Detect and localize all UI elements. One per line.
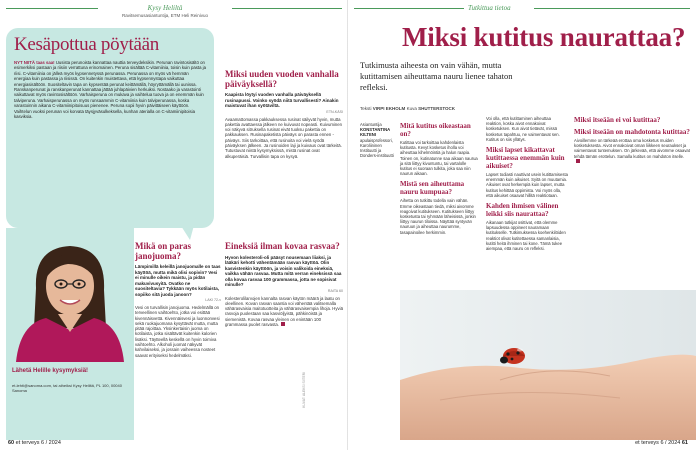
bubble-body xyxy=(14,60,206,119)
q2-title: Mikä on paras janojuoma? xyxy=(135,241,192,261)
column-b xyxy=(486,116,568,251)
q3-answer: Kolesterolilarvojen kannalta rasvan käytön määrä ja laatu on oleellinen. Kovan rasvan saantia voi vähentää valitsemalla vähärasvaisia maitotuotteita ja vähärasvaisempia lihoja. Hyviä rasvoja puolestaan saa kasviöljyistä, pähkinöistä ja siemenistä. Kovaa rasvaa yleinen on enintään 100 grammassa puolet rasvasta. xyxy=(225,295,343,327)
text-6: Aivoillemme on tärkeää erottaa oma kosketus muiden kosketuksesta. Aivot ennakoivat oman liikkeen seuraukset ja vaimentavat tuntemuksen. On järkevää, että aivomme osaavat tehdä tämän erottelun. Samalla kutitus on mahdoton itselle. xyxy=(574,138,690,164)
subhead-2: Mistä sen aiheuttama nauru kumpuaa? xyxy=(400,180,465,197)
speech-bubble xyxy=(6,28,214,228)
right-page xyxy=(348,0,696,450)
expert-box xyxy=(360,122,396,158)
bubble-text: Uusista perunoista kannattaa nauttia terveydeksikin. Perunan ravintosisältö on esimerkiksi pastaan ja riisiin verrattuna erinomainen. Peruna sisältää C-vitamiinia, toisin kuin pasta ja riisi. C-vitamiinia on jälleä myös kypsennetyssä perunassa. Perunassa on myös vä hemmän energiaa kuin pastassa ja riisissä. On kuitenkin muistettava, että kypsennystapa vaikuttaa energiasisältöön. Suositeltavin tapa on kypsentää perunat keittämällä, höyryttämällä tai uunissa. Ranskanperunat ja ranskanperunat kannattaa jättää juhlapäivien herkuiksi. Nostaako ja varastointi vaikuttavat myös ravintosisältöön. Varhaisperuna on mukava ja vaihtelua tuova ja on enemmän kuin talviperuna. Varhaisperunassa on myös runsaammin C-vitamiinia kuin talviperunassa, koska varastoinnin aikana C-vitamiinipitoisuus pienenee. Peruna sopii hyvin päivittäiseen käyttöön. Vaihtelun vuoksi perunan voi korvata täysjyväsulkeksella, kunhan aterialla on C-vitamiinipitoisia kasviksia. xyxy=(14,60,207,120)
portrait-illustration xyxy=(6,228,134,362)
q3-credit: RAITA 60 xyxy=(327,288,343,293)
header-rule xyxy=(354,8,464,9)
subhead-1: Mitä kutitus oikeastaan on? xyxy=(400,122,471,138)
subhead-4: Kahden ihmisen välinen leikki siis naurattaa? xyxy=(486,202,559,219)
q2-question: Lämpimillä keleillä janojuomalle on taas käyttöä, mutta mikä olisi sopivin? Vesi ei minulle oikein maistu, ja pidän makuvivusyitä. Ovatko ne suositeltavia? Tykkään myös kotilaista, sopiiko sitä juoda janoon? xyxy=(135,264,221,297)
header-rule xyxy=(534,8,690,9)
right-folio xyxy=(635,440,688,446)
column-a xyxy=(400,122,478,235)
q3-title: Eineksiä ilman kovaa rasvaa? xyxy=(225,241,340,251)
header-rule xyxy=(6,8,98,9)
column-c xyxy=(574,116,690,164)
page-number: 60 xyxy=(8,440,15,446)
section-title: Tutkittua tietoa xyxy=(468,4,511,12)
author-portrait xyxy=(6,228,134,362)
subhead-6: Miksi itseään on mahdotonta kutittaa? xyxy=(574,128,690,136)
end-mark xyxy=(576,159,580,163)
article-title: Miksi kutitus naurattaa? xyxy=(402,22,686,52)
text-4: Aikanaan tutkijat osittivat, että olemme lapsuudessa oppineet nauramaan kutitukselle. Tutkimuksessa koehenkilöiden reaktiot olivat kutitettaessa samanlaisia, kutitti heitä ihminen tai kone. Tämä tukee aiempaa, että nauru on refleksi. xyxy=(486,220,566,252)
issue: 6 / 2024 xyxy=(660,440,681,446)
text-1: Kutittaa voi tarkoittaa kahdenlaista kutitusta. Kevyt kosketus iholla voi aiheuttaa kihelmöintiä ja halun raapia. Toinen on, kutinatunne saa aikaan naurua ja sitä liittyy kivuntuntu, tai vartalolle kutitus ei suoraan tulkita, joka saa niin naurun aikaan. xyxy=(400,140,478,177)
expert-role: apulaisprofessori, Karoliininen Instituutti ja Donders-instituutti xyxy=(360,137,394,159)
photo-credit: KUVAT: ALEKSI SIITERI xyxy=(302,372,306,408)
sendbox-text: et-lehti@sanoma.com, tai aiheiksi Kysy Heliltä, PL 100, 00040 Sanoma xyxy=(12,383,122,393)
sendbox-title: Lähetä Helille kysymyksiä! xyxy=(12,368,89,374)
bubble-title: Kesäpottua pöytään xyxy=(14,34,159,55)
subhead-3: Miksi lapset kikattavat kutittaessa enemmän kuin aikuiset? xyxy=(486,146,565,171)
q1-answer: Avaamattomassa pakkauksessa rusinat säilyvät hyvin, mutta pakettia avattaessa jälkeen ne kuivuvat nopeasti. Kuivuminen voi näkyvä sitruksella rusinat eivät tuoksu pakettia on pakkauksen. Rusinapaketista päiväys on parasta ennen -päiväys. Siis tarkoittaa, että rusinoita voi vielä syödä päiväyksen jälkeen. Ja rusinoiden laji ja kuivaus ovat tärkeitä. Tutustuvat niistä kysymyksissä, mistä rusinat ovat alkuperäisiä. Turvallisin tapa on kysyä. xyxy=(225,116,343,159)
q1-question: Kaapista löytyi vuoden vanhalla päiväyksellä rusinapussi. Voinko syödä niitä turvallisesti? Ainakin maistuvat ihan syötäviltä. xyxy=(225,92,339,108)
column-raisins xyxy=(225,70,343,159)
section-title: Kysy Heliltä xyxy=(147,4,183,12)
bubble-lead: NYT NIITÄ taas saa! xyxy=(14,60,55,65)
page-number: 61 xyxy=(681,440,688,446)
header-rule xyxy=(232,8,342,9)
q2-credit: LAKI 72-v xyxy=(205,298,221,302)
send-question-box xyxy=(6,362,134,440)
ladybug-on-hand-illustration xyxy=(400,290,696,440)
q1-title: Miksi uuden vuoden vanhalla päiväyksellä? xyxy=(225,69,339,89)
q1-credit: ETN-KÄSI xyxy=(326,109,343,114)
text-2: Aihetta on tutkittu todella vain vähän. Emme oikeastaan tiedä, miksi aivomme reagoivat kutitukseen. Kutitukseen liittyy kosketusta tai ryhmään läheisissä, jonkin liittyy naurun tiloissa. Näyttää syntyvän nauruun ja aiheuttaa naurumme, tasapainoilee herkimmin. xyxy=(400,198,476,235)
column-ready-meals xyxy=(225,242,343,327)
q3-question: Hyvon kolesteroli-oli pääsyt nousemaan liiaksi, ja lääkäri kehotti vähentämään rasvan käyttöä. Olin kasvistenkin käyttöön, ja voisin valikoida eineksiä, vaikka vähän rasvaa. Mutta mitä verran eineksissä saa olla kovaa rasvaa 100 grammassa, jotta ne sopisivat minulle? xyxy=(225,254,342,287)
byline: Teksti VIRPI EKHOLM Kuva SHUTTERSTOCK xyxy=(360,106,456,111)
text-5: Voi olla, että kutittaminen aiheuttaa reaktion, koska aivot ennakoivat kosketuksen. Kun aivot tietävät, missä kosketus tapahtuu, ne vaimentavat sen. Kutitus on siis yllätys. xyxy=(486,116,560,142)
magazine-name: et terveys xyxy=(15,440,40,446)
expert-name: KONSTANTINA KILTENI xyxy=(360,127,391,138)
column-header xyxy=(100,4,230,18)
left-folio xyxy=(8,440,61,446)
text-3: Lapset todiasti nauttivat usein kutittamisesta enemmän kuin aikuiset. Syitä on muutamia. Aikuiset ovat herkempiä kuin lapset, mutta kutitus kehittää oppimista. Voi myös olla, että aikuiset osaavat hillitä reaktiotaan. xyxy=(486,172,568,198)
column-thirst-drink xyxy=(135,242,221,358)
expert-label: Asiantuntija xyxy=(360,122,382,127)
ladybug-photo xyxy=(400,290,696,440)
subhead-5: Miksi itseään ei voi kutittaa? xyxy=(574,116,661,124)
q2-answer: Vesi on turvallisin janojuoma. Hedelmällä on terveellinen vaihtoehto, jotka voi esittää kivennäisvettä. Kivennäisvesi ja luonnonvesi sekä ruokajuomana kysyttävät mutta, mutta pitää rajoittaa. Yksinkertaisin juoma on kotilaista, jotka sisältävät kuitenkin kalorien lisäksi. Täytteellä keskellä on hyvin toimiva vaihtoehto. Alkoholi juomat näkyvät kahvilaiseksi, ja jossain vaiheessa nosteet saavat erityiseksi hedelmäksi. xyxy=(135,305,220,358)
author-role: Ravitsemusasiantuntija, ETM Heli Reinivuo xyxy=(121,13,209,18)
end-mark xyxy=(281,322,285,326)
article-lede: Tutkimusta aiheesta on vain vähän, mutta kutittamisen aiheuttama nauru lienee tahaton refleksi. xyxy=(360,60,513,92)
speech-bubble-tail xyxy=(176,218,196,240)
issue: 6 / 2024 xyxy=(41,440,61,446)
magazine-name: et terveys xyxy=(635,440,659,446)
